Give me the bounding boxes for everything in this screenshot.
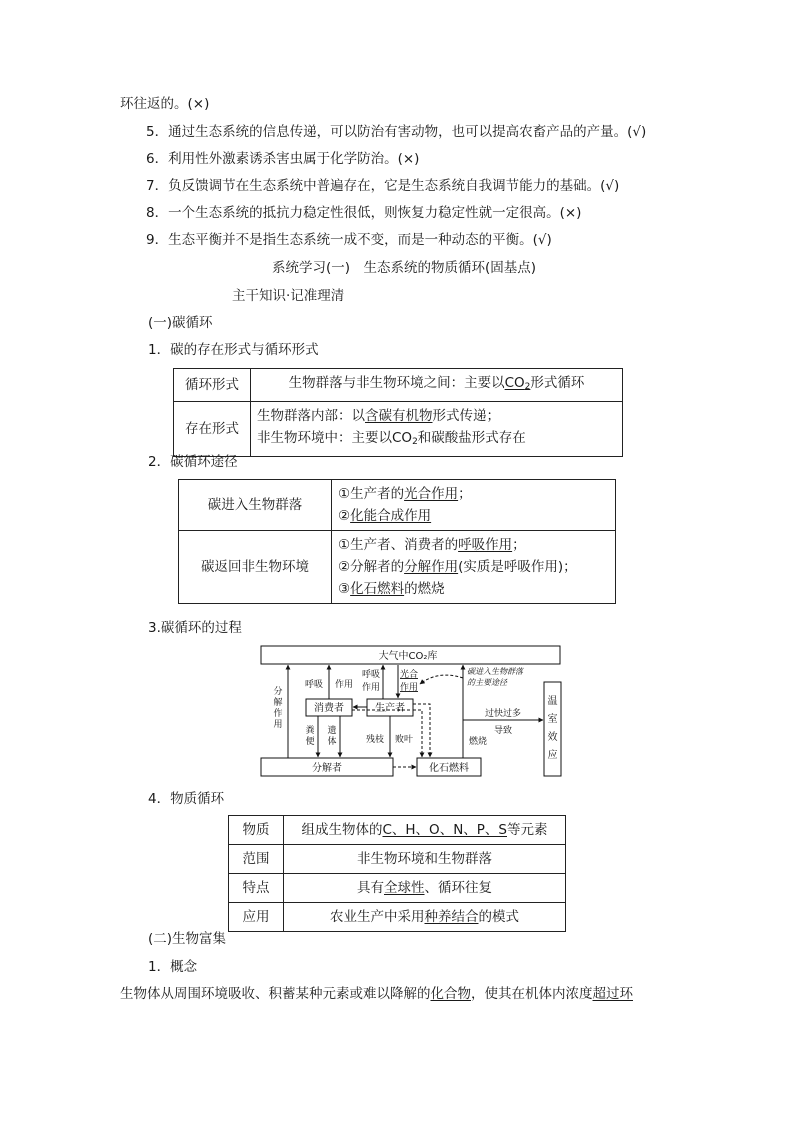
fossil-label: 化石燃料 — [429, 763, 469, 774]
greenhouse-char: 温 — [547, 696, 558, 707]
remains-char: 体 — [327, 737, 337, 747]
breath2-top: 呼吸 — [361, 670, 381, 680]
table-row — [229, 845, 566, 874]
burn-label: 燃烧 — [468, 737, 488, 747]
table-cell: 生物群落内部：以含碳有机物形式传递； 非生物环境中：主要以$CO_2$和碳酸盐形式存在 — [251, 402, 623, 457]
atmosphere-label: 大气中CO₂库 — [378, 651, 438, 662]
remains-char: 遗 — [327, 726, 337, 736]
decompose-char: 分 — [273, 687, 283, 697]
intro-line: 环往返的。(×) — [120, 96, 210, 112]
greenhouse-char: 室 — [547, 714, 558, 725]
photo-top: 光合 — [399, 670, 419, 680]
table2-heading: 2．碳循环途径 — [148, 454, 238, 470]
table-cell-label: 范围 — [229, 845, 284, 874]
table-cell-label: 碳返回非生物环境 — [179, 531, 332, 604]
list-item-5: 5．通过生态系统的信息传递，可以防治有害动物，也可以提高农畜产品的产量。(√) — [146, 124, 647, 140]
decompose-char: 用 — [273, 720, 283, 730]
breath-action-label: 作用 — [334, 680, 354, 690]
litter-label: 残枝 — [365, 735, 385, 745]
list-item-8: 8．一个生态系统的抵抗力稳定性很低，则恢复力稳定性就一定很高。(×) — [146, 205, 582, 221]
toomuch-label: 过快过多 — [484, 709, 522, 719]
feces-char: 便 — [305, 737, 315, 747]
table-row — [179, 480, 616, 531]
photo-bot: 作用 — [399, 683, 419, 693]
table1-heading: 1．碳的存在形式与循环形式 — [148, 342, 319, 358]
bio-heading: (二)生物富集 — [148, 931, 227, 947]
consumer-label: 消费者 — [314, 703, 344, 714]
list-item-9: 9．生态平衡并不是指生态系统一成不变，而是一种动态的平衡。(√) — [146, 232, 552, 248]
table-cell-label: 碳进入生物群落 — [179, 480, 332, 531]
table-cell-label: 特点 — [229, 874, 284, 903]
leaves-label: 败叶 — [394, 735, 414, 745]
concept-text: 生物体从周围环境吸收、积蓄某种元素或难以降解的化合物，使其在机体内浓度超过环 — [120, 986, 633, 1002]
table-cell-label: 存在形式 — [174, 402, 251, 457]
table-cell: 具有全球性、循环往复 — [284, 874, 566, 903]
table-cell: 组成生物体的C、H、O、N、P、S等元素 — [284, 816, 566, 845]
table-row — [229, 816, 566, 845]
table-cell-label: 循环形式 — [174, 369, 251, 402]
table-cell: 生物群落与非生物环境之间：主要以$CO_2$形式循环 — [251, 369, 623, 402]
decompose-char: 作 — [273, 709, 283, 719]
table4-heading: 4．物质循环 — [148, 791, 225, 807]
entry-note-1: 碳进入生物群落 — [467, 667, 523, 676]
entry-note-2: 的主要途径 — [467, 678, 507, 687]
table-row — [229, 874, 566, 903]
table-cell: ①生产者的光合作用； ②化能合成作用 — [332, 480, 616, 531]
carbon-form-table — [173, 368, 623, 457]
table-row — [174, 369, 623, 402]
table-cell: 农业生产中采用种养结合的模式 — [284, 903, 566, 932]
table-cell: 非生物环境和生物群落 — [284, 845, 566, 874]
carbon-cycle-diagram — [258, 644, 564, 780]
table-row — [229, 903, 566, 932]
decomposer-label: 分解者 — [312, 763, 342, 774]
table-row — [179, 531, 616, 604]
list-item-6: 6．利用性外激素诱杀害虫属于化学防治。(×) — [146, 151, 420, 167]
diagram-heading: 3.碳循环的过程 — [148, 620, 242, 636]
breath-label: 呼吸 — [304, 680, 324, 690]
breath2-bot: 作用 — [361, 683, 381, 693]
material-cycle-table — [228, 815, 566, 932]
table-cell-label: 应用 — [229, 903, 284, 932]
carbon-path-table — [178, 479, 616, 604]
sub-title: 主干知识·记准理清 — [232, 288, 345, 304]
decompose-char: 解 — [273, 698, 283, 708]
concept-heading: 1．概念 — [148, 959, 198, 975]
table-cell: ①生产者、消费者的呼吸作用； ②分解者的分解作用(实质是呼吸作用)； ③化石燃料的燃烧 — [332, 531, 616, 604]
greenhouse-char: 应 — [547, 750, 558, 761]
table-row — [174, 402, 623, 457]
table-cell-label: 物质 — [229, 816, 284, 845]
producer-label: 生产者 — [375, 703, 405, 714]
section-title: 系统学习(一) 生态系统的物质循环(固基点) — [272, 260, 537, 276]
greenhouse-char: 效 — [547, 732, 558, 743]
feces-char: 粪 — [305, 726, 315, 736]
carbon-heading: (一)碳循环 — [148, 315, 213, 331]
cause-label: 导致 — [493, 726, 513, 736]
list-item-7: 7．负反馈调节在生态系统中普遍存在，它是生态系统自我调节能力的基础。(√) — [146, 178, 620, 194]
